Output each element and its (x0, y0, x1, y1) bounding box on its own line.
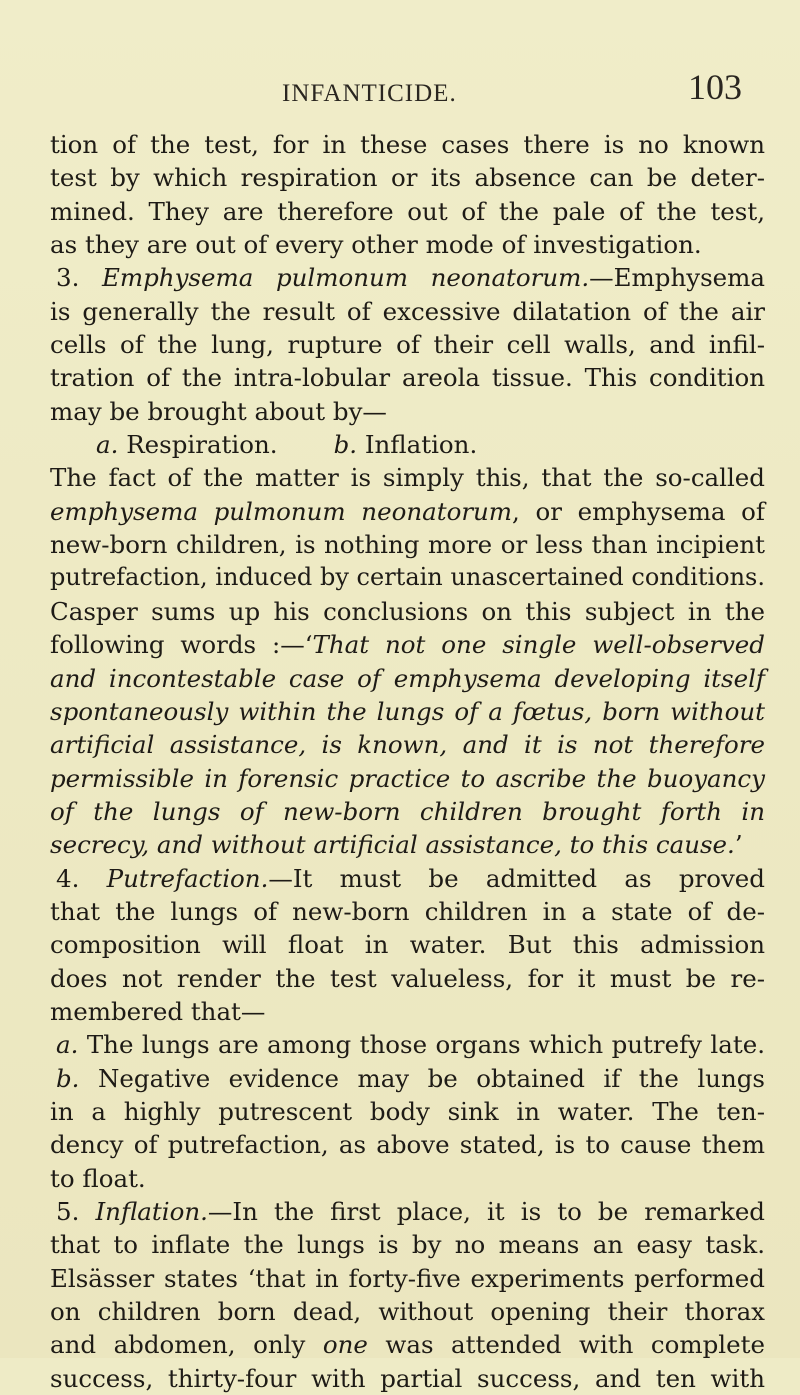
text-line: tration of the intra-lobular areola tissue. This condition (50, 363, 765, 393)
text-line: may be brought about by— (50, 396, 387, 426)
text-line: and abdomen, only one was attended with complete (50, 1330, 765, 1360)
quote-line: permissible in forensic practice to ascribe the buoyancy (50, 763, 765, 793)
text-line: cells of the lung, rupture of their cell walls, and infil- (50, 330, 765, 360)
text-line: membered that— (50, 996, 266, 1026)
text-line: test by which respiration or its absence can be deter- (50, 163, 765, 193)
text-line: Elsässer states ‘that in forty-five experiments performed (50, 1263, 765, 1293)
page-number: 103 (688, 67, 742, 107)
list-line: b. Negative evidence may be obtained if the lungs (56, 1063, 765, 1093)
body-text (50, 128, 765, 1395)
section-heading: Inflation. (95, 1197, 208, 1226)
running-head: INFANTICIDE. (282, 80, 457, 107)
text-line: putrefaction, induced by certain unascertained conditions. (50, 563, 765, 592)
text-line: is generally the result of excessive dilatation of the air (50, 296, 765, 326)
text-line: tion of the test, for in these cases there is no known (50, 130, 765, 159)
text-line: Casper sums up his conclusions on this subject in the (50, 596, 765, 626)
section-heading: Putrefaction. (106, 863, 269, 893)
list-line: a. Respiration. b. Inflation. (96, 430, 478, 460)
list-line: a. The lungs are among those organs which putrefy late. (56, 1030, 765, 1060)
section-heading-line: 4. Putrefaction.—It must be admitted as proved (56, 863, 765, 893)
quote-line: of the lungs of new-born children brought forth in (50, 796, 765, 826)
text-line: does not render the test valueless, for it must be re- (50, 963, 765, 993)
text-line: to float. (50, 1163, 146, 1193)
list-marker: b. (333, 430, 358, 460)
text-line: composition will float in water. But this admission (50, 930, 765, 960)
quote-line: and incontestable case of emphysema developing itself (50, 663, 765, 693)
text-line: emphysema pulmonum neonatorum, or emphysema of (50, 496, 765, 526)
list-marker: a. (56, 1030, 79, 1060)
quote-line: spontaneously within the lungs of a fœtus, born without (50, 696, 765, 726)
quote-line: artificial assistance, is known, and it is not therefore (50, 730, 765, 760)
text-line: on children born dead, without opening their thorax (50, 1297, 765, 1327)
text-line: as they are out of every other mode of investigation. (50, 230, 702, 260)
text-line: The fact of the matter is simply this, that the so-called (50, 463, 765, 493)
text-line: dency of putrefaction, as above stated, is to cause them (50, 1130, 765, 1160)
text-line: success, thirty-four with partial success, and ten with (50, 1363, 765, 1393)
text-line: that to inflate the lungs is by no means an easy task. (50, 1230, 765, 1260)
section-heading-line: 5. Inflation.—In the first place, it is to be remarked (56, 1197, 765, 1226)
section-heading-line: 3. Emphysema pulmonum neonatorum.—Emphysema (56, 263, 765, 293)
text-line: in a highly putrescent body sink in water. The ten- (50, 1096, 765, 1126)
text-line: that the lungs of new-born children in a state of de- (50, 896, 765, 926)
section-heading: Emphysema pulmonum neonatorum. (102, 263, 590, 293)
list-marker: a. (96, 430, 119, 460)
text-line: new-born children, is nothing more or less than incipient (50, 530, 765, 560)
list-marker: b. (56, 1063, 80, 1093)
text-line: mined. They are therefore out of the pale of the test, (50, 196, 765, 226)
quote-line: following words :—‘That not one single well-observed (50, 630, 765, 660)
quote-line: secrecy, and without artificial assistance, to this cause.’ (50, 830, 743, 860)
